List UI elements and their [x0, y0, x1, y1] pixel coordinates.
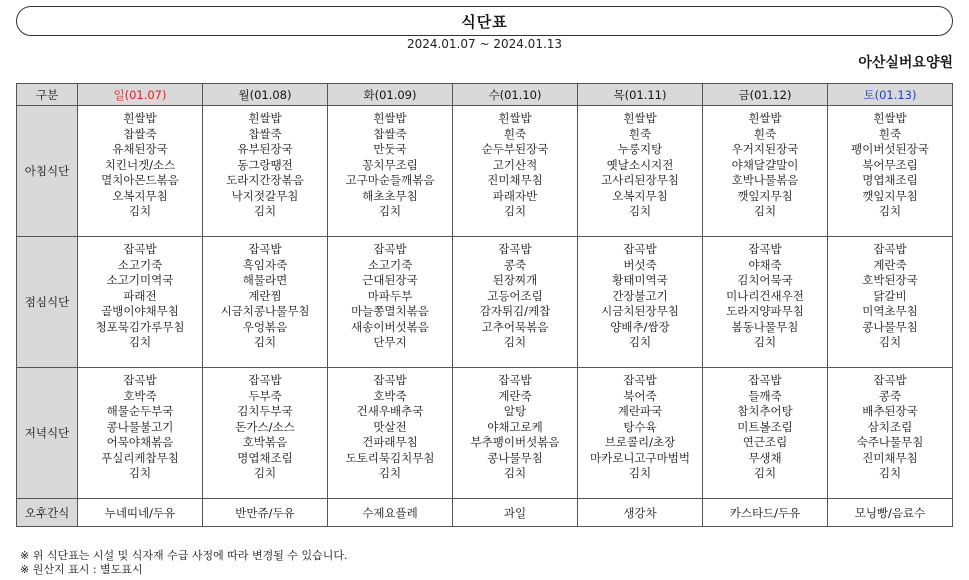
header-day-tuesday: 화(01.09)	[328, 84, 453, 106]
dish-item: 마늘쫑멸치볶음	[351, 304, 429, 318]
header-day-monday: 월(01.08)	[203, 84, 328, 106]
dish-item: 김치	[628, 204, 652, 218]
dish-item: 흰쌀밥	[123, 111, 157, 125]
dish-item: 호박죽	[123, 388, 157, 403]
dish-item: 유부된장국	[237, 142, 293, 156]
dish-item: 콩죽	[503, 257, 527, 272]
row-label-breakfast: 아침식단	[17, 106, 78, 237]
snack-cell: 누네띠네/두유	[78, 499, 203, 527]
dish-item: 흰죽	[503, 126, 527, 141]
lunch-row	[17, 237, 953, 368]
dish-item: 김치	[878, 335, 902, 349]
snack-cell: 수제요플레	[328, 499, 453, 527]
meal-plan-table	[16, 83, 953, 527]
dish-item: 김치	[628, 466, 652, 480]
dish-item: 고등어조림	[487, 288, 543, 303]
dish-item: 봄동나물무침	[731, 319, 799, 334]
dish-item: 김치두부국	[237, 404, 293, 418]
dish-item: 김치	[128, 466, 152, 480]
dish-item: 계란찜	[248, 288, 282, 303]
snack-cell: 카스타드/두유	[703, 499, 828, 527]
menu-cell	[828, 237, 953, 368]
dish-item: 잡곡밥	[123, 373, 157, 387]
dish-item: 우엉볶음	[242, 319, 288, 334]
dish-item: 삼치조림	[867, 419, 913, 434]
dish-item: 호박된장국	[862, 273, 918, 287]
dish-item: 잡곡밥	[498, 373, 532, 387]
dish-item: 김치	[253, 204, 277, 218]
snack-cell: 모닝빵/음료수	[828, 499, 953, 527]
dish-item: 해초초무침	[362, 188, 418, 203]
dish-item: 멸치아몬드볶음	[101, 173, 179, 187]
dish-item: 김치어묵국	[737, 273, 793, 287]
dish-item: 해물라면	[242, 273, 288, 287]
dish-item: 근대된장국	[362, 273, 418, 287]
dish-item: 낙지젓갈무침	[231, 188, 299, 203]
dish-item: 김치	[128, 204, 152, 218]
dish-item: 우거지된장국	[731, 142, 799, 156]
dish-item: 해물순두부국	[106, 404, 174, 418]
menu-cell	[703, 106, 828, 237]
dish-item: 잡곡밥	[873, 373, 907, 387]
dish-item: 소고기죽	[367, 257, 413, 272]
dish-item: 연근조림	[742, 435, 788, 449]
date-range: 2024.01.07 ~ 2024.01.13	[406, 37, 563, 51]
dish-item: 흰죽	[753, 126, 777, 141]
dish-item: 파래전	[123, 288, 157, 303]
menu-cell	[578, 368, 703, 499]
dish-item: 파래자반	[492, 188, 538, 203]
snack-cell: 반만쥬/두유	[203, 499, 328, 527]
menu-cell	[78, 368, 203, 499]
dish-item: 들깨죽	[748, 388, 782, 403]
menu-cell	[578, 106, 703, 237]
dish-item: 흰쌀밥	[373, 111, 407, 125]
menu-cell	[203, 106, 328, 237]
dish-item: 알탕	[503, 404, 527, 418]
dish-item: 치킨너겟/소스	[104, 157, 176, 172]
row-label-lunch: 점심식단	[17, 237, 78, 368]
header-category: 구분	[17, 84, 78, 106]
dish-item: 흰쌀밥	[748, 111, 782, 125]
menu-cell	[78, 237, 203, 368]
menu-cell	[78, 106, 203, 237]
dish-item: 김치	[253, 466, 277, 480]
dish-item: 잡곡밥	[623, 242, 657, 256]
dish-item: 김치	[628, 335, 652, 349]
snack-cell: 생강차	[578, 499, 703, 527]
dish-item: 미역초무침	[862, 304, 918, 318]
dish-item: 마파두부	[367, 288, 413, 303]
dish-item: 미트볼조림	[737, 419, 793, 434]
header-day-sunday: 일(01.07)	[78, 84, 203, 106]
dish-item: 찹쌀죽	[123, 126, 157, 141]
dish-item: 시금치된장무침	[601, 304, 679, 318]
dish-item: 깻잎지무침	[737, 188, 793, 203]
dish-item: 명엽채조림	[862, 173, 918, 187]
dish-item: 호박나물볶음	[731, 173, 799, 187]
dish-item: 닭갈비	[873, 288, 907, 303]
dish-item: 김치	[753, 466, 777, 480]
menu-cell	[453, 106, 578, 237]
note-line: ※ 원산지 표시 : 별도표시	[20, 563, 143, 576]
dish-item: 오복지무침	[612, 188, 668, 203]
dish-item: 시금치콩나물무침	[220, 304, 310, 318]
dish-item: 김치	[378, 466, 402, 480]
header-day-wednesday: 수(01.10)	[453, 84, 578, 106]
dish-item: 콩나물무침	[487, 450, 543, 465]
dish-item: 감자튀김/케찹	[479, 304, 551, 318]
dish-item: 흰쌀밥	[498, 111, 532, 125]
dish-item: 야채달걀말이	[731, 157, 799, 172]
dish-item: 팽이버섯된장국	[851, 142, 929, 156]
dish-item: 진미채무침	[862, 450, 918, 465]
dish-item: 잡곡밥	[873, 242, 907, 256]
dish-item: 돈가스/소스	[235, 419, 295, 434]
dish-item: 배추된장국	[862, 404, 918, 418]
dish-item: 건새우배추국	[356, 404, 424, 418]
dish-item: 동그랑땡전	[237, 157, 293, 172]
snack-row	[17, 499, 953, 527]
dish-item: 김치	[753, 335, 777, 349]
dish-item: 콩죽	[878, 388, 902, 403]
dish-item: 도토리묵김치무침	[345, 450, 435, 465]
dish-item: 김치	[503, 335, 527, 349]
dish-item: 깻잎지무침	[862, 188, 918, 203]
dish-item: 김치	[503, 204, 527, 218]
dish-item: 계란죽	[873, 257, 907, 272]
dinner-row	[17, 368, 953, 499]
dish-item: 흰죽	[628, 126, 652, 141]
header-day-thursday: 목(01.11)	[578, 84, 703, 106]
notes	[20, 549, 347, 577]
row-label-dinner: 저녁식단	[17, 368, 78, 499]
dish-item: 맛살전	[373, 419, 407, 434]
dish-item: 찹쌀죽	[373, 126, 407, 141]
dish-item: 잡곡밥	[498, 242, 532, 256]
menu-cell	[578, 237, 703, 368]
dish-item: 김치	[503, 466, 527, 480]
menu-cell	[453, 237, 578, 368]
dish-item: 순두부된장국	[481, 142, 549, 156]
dish-item: 야채죽	[748, 257, 782, 272]
dish-item: 김치	[378, 204, 402, 218]
header-day-friday: 금(01.12)	[703, 84, 828, 106]
dish-item: 어묵야채볶음	[106, 435, 174, 449]
dish-item: 탕수육	[623, 419, 657, 434]
dish-item: 숙주나물무침	[856, 435, 924, 449]
dish-item: 고사리된장무침	[601, 173, 679, 187]
dish-item: 옛날소시지전	[606, 157, 674, 172]
dish-item: 김치	[253, 335, 277, 349]
dish-item: 야채고로케	[487, 419, 543, 434]
dish-item: 참치추어탕	[737, 404, 793, 418]
dish-item: 소고기미역국	[106, 273, 174, 287]
page-title: 식단표	[461, 12, 508, 31]
dish-item: 소고기죽	[117, 257, 163, 272]
dish-item: 흑임자죽	[242, 257, 288, 272]
dish-item: 간장불고기	[612, 288, 668, 303]
dish-item: 고추어묵볶음	[481, 319, 549, 334]
dish-item: 꽁치무조림	[362, 157, 418, 172]
dish-item: 잡곡밥	[248, 242, 282, 256]
dish-item: 청포묵김가루무침	[95, 319, 185, 334]
header-row	[17, 84, 953, 106]
dish-item: 콩나물불고기	[106, 419, 174, 434]
menu-cell	[828, 368, 953, 499]
header-day-saturday: 토(01.13)	[828, 84, 953, 106]
menu-cell	[203, 237, 328, 368]
dish-item: 푸실리케찹무침	[101, 450, 179, 465]
dish-item: 계란죽	[498, 388, 532, 403]
note-line: ※ 위 식단표는 시설 및 식자재 수급 사정에 따라 변경될 수 있습니다.	[20, 549, 348, 562]
menu-cell	[328, 237, 453, 368]
dish-item: 고구마순들깨볶음	[345, 173, 435, 187]
menu-cell	[703, 237, 828, 368]
dish-item: 잡곡밥	[748, 373, 782, 387]
dish-item: 김치	[878, 466, 902, 480]
dish-item: 부추팽이버섯볶음	[470, 435, 560, 449]
menu-cell	[453, 368, 578, 499]
breakfast-row	[17, 106, 953, 237]
dish-item: 김치	[128, 335, 152, 349]
dish-item: 단무지	[373, 335, 407, 349]
dish-item: 진미채무침	[487, 173, 543, 187]
dish-item: 잡곡밥	[373, 373, 407, 387]
dish-item: 된장찌개	[492, 273, 538, 287]
dish-item: 북어죽	[623, 388, 657, 403]
dish-item: 무생채	[748, 450, 782, 465]
dish-item: 잡곡밥	[623, 373, 657, 387]
dish-item: 양배추/쌈장	[610, 319, 670, 334]
dish-item: 브로콜리/초장	[604, 435, 676, 449]
dish-item: 오복지무침	[112, 188, 168, 203]
dish-item: 버섯죽	[623, 257, 657, 272]
row-label-snack: 오후간식	[17, 499, 78, 527]
dish-item: 잡곡밥	[748, 242, 782, 256]
dish-item: 두부죽	[248, 388, 282, 403]
dish-item: 건파래무침	[362, 435, 418, 449]
dish-item: 도라지간장볶음	[226, 173, 304, 187]
dish-item: 미나리건새우전	[726, 288, 804, 303]
dish-item: 찹쌀죽	[248, 126, 282, 141]
facility-name: 아산실버요양원	[858, 55, 953, 71]
dish-item: 흰쌀밥	[248, 111, 282, 125]
dish-item: 만둣국	[373, 142, 407, 156]
dish-item: 황태미역국	[612, 273, 668, 287]
dish-item: 도라지양파무침	[726, 304, 804, 318]
menu-cell	[328, 106, 453, 237]
dish-item: 호박죽	[373, 388, 407, 403]
dish-item: 잡곡밥	[123, 242, 157, 256]
dish-item: 흰죽	[878, 126, 902, 141]
dish-item: 흰쌀밥	[873, 111, 907, 125]
dish-item: 북어무조림	[862, 157, 918, 172]
dish-item: 흰쌀밥	[623, 111, 657, 125]
dish-item: 김치	[753, 204, 777, 218]
dish-item: 호박볶음	[242, 435, 288, 449]
menu-cell	[328, 368, 453, 499]
dish-item: 골뱅이야채무침	[101, 304, 179, 318]
dish-item: 누룽지탕	[617, 142, 663, 156]
menu-cell	[203, 368, 328, 499]
title-box	[16, 6, 953, 36]
dish-item: 잡곡밥	[373, 242, 407, 256]
dish-item: 고기산적	[492, 157, 538, 172]
menu-cell	[703, 368, 828, 499]
menu-cell	[828, 106, 953, 237]
dish-item: 콩나물무침	[862, 319, 918, 334]
dish-item: 유채된장국	[112, 142, 168, 156]
dish-item: 계란파국	[617, 404, 663, 418]
dish-item: 마카로니고구마범벅	[590, 450, 690, 465]
dish-item: 김치	[878, 204, 902, 218]
dish-item: 명엽채조림	[237, 450, 293, 465]
dish-item: 잡곡밥	[248, 373, 282, 387]
snack-cell: 과일	[453, 499, 578, 527]
dish-item: 새송이버섯볶음	[351, 319, 429, 334]
